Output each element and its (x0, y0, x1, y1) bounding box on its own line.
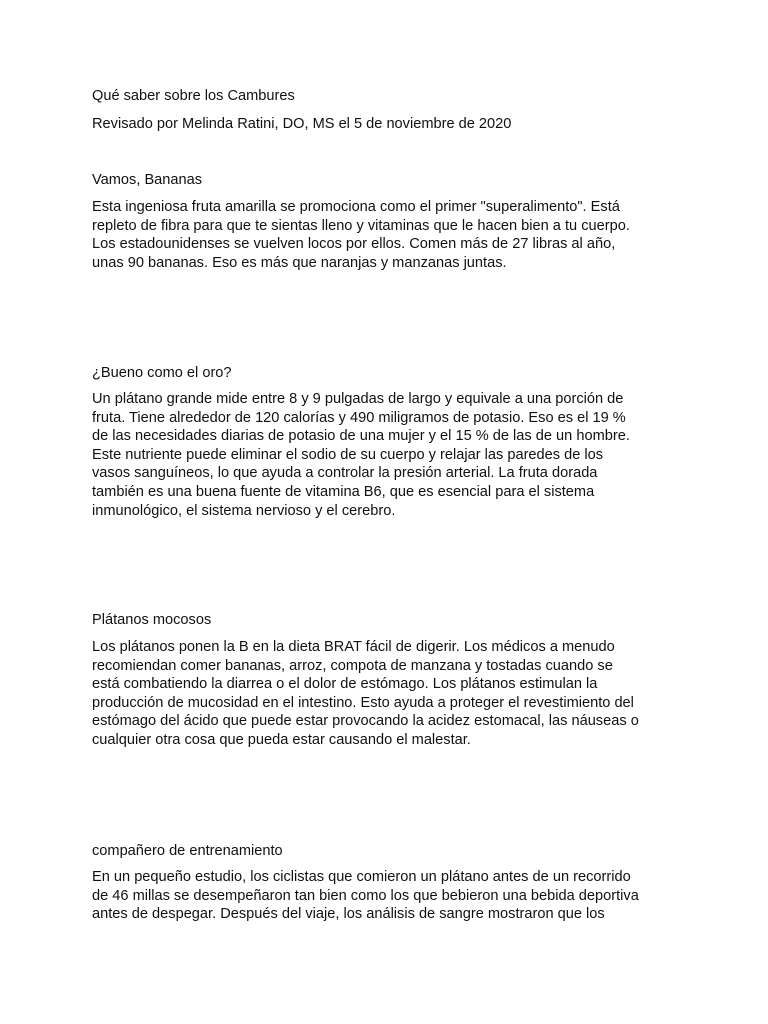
paragraph-line: estómago del ácido que puede estar provocando la acidez estomacal, las náuseas o (92, 713, 639, 730)
section-heading-bueno-como-el-oro: ¿Bueno como el oro? (92, 365, 232, 381)
document-title: Qué saber sobre los Cambures (92, 88, 295, 104)
paragraph-line: inmunológico, el sistema nervioso y el cerebro. (92, 502, 396, 519)
paragraph-line: está combatiendo la diarrea o el dolor de estómago. Los plátanos estimulan la (92, 676, 598, 693)
section-heading-platanos-mocosos: Plátanos mocosos (92, 612, 212, 628)
paragraph-line: de 46 millas se desempeñaron tan bien como los que bebieron una bebida deportiva (92, 887, 639, 904)
paragraph-line: Esta ingeniosa fruta amarilla se promociona como el primer "superalimento". Está (92, 199, 620, 215)
paragraph-line: vasos sanguíneos, lo que ayuda a controlar la presión arterial. La fruta dorada (92, 465, 598, 482)
section-body-bueno-como-el-oro (92, 390, 692, 520)
paragraph-line: unas 90 bananas. Eso es más que naranjas y manzanas juntas. (92, 254, 507, 271)
review-line: Revisado por Melinda Ratini, DO, MS el 5 de noviembre de 2020 (92, 116, 512, 132)
paragraph-line: también es una buena fuente de vitamina B6, que es esencial para el sistema (92, 483, 595, 500)
paragraph-line: producción de mucosidad en el intestino. Esto ayuda a proteger el revestimiento del (92, 694, 634, 711)
paragraph-line: Los estadounidenses se vuelven locos por ellos. Comen más de 27 libras al año, (92, 236, 616, 253)
paragraph-line: repleto de fibra para que te sientas lleno y vitaminas que le hacen bien a tu cuerpo. (92, 217, 630, 234)
section-body-companero-de-entrenamiento (92, 868, 692, 924)
paragraph-line: cualquier otra cosa que pueda estar causando el malestar. (92, 731, 471, 748)
paragraph-line: En un pequeño estudio, los ciclistas que comieron un plátano antes de un recorrido (92, 869, 631, 885)
section-heading-companero-de-entrenamiento: compañero de entrenamiento (92, 843, 283, 859)
paragraph-line: de las necesidades diarias de potasio de una mujer y el 15 % de las de un hombre. (92, 428, 630, 445)
paragraph-line: Este nutriente puede eliminar el sodio de su cuerpo y relajar las paredes de los (92, 446, 604, 463)
paragraph-line: recomiendan comer bananas, arroz, compota de manzana y tostadas cuando se (92, 657, 613, 674)
paragraph-line: Un plátano grande mide entre 8 y 9 pulgadas de largo y equivale a una porción de (92, 391, 624, 407)
section-body-vamos-bananas (92, 198, 692, 272)
paragraph-line: fruta. Tiene alrededor de 120 calorías y 490 miligramos de potasio. Eso es el 19 % (92, 409, 626, 426)
paragraph-line: antes de despegar. Después del viaje, los análisis de sangre mostraron que los (92, 906, 605, 923)
paragraph-line: Los plátanos ponen la B en la dieta BRAT fácil de digerir. Los médicos a menudo (92, 639, 615, 655)
section-body-platanos-mocosos (92, 638, 692, 750)
section-heading-vamos-bananas: Vamos, Bananas (92, 172, 203, 188)
